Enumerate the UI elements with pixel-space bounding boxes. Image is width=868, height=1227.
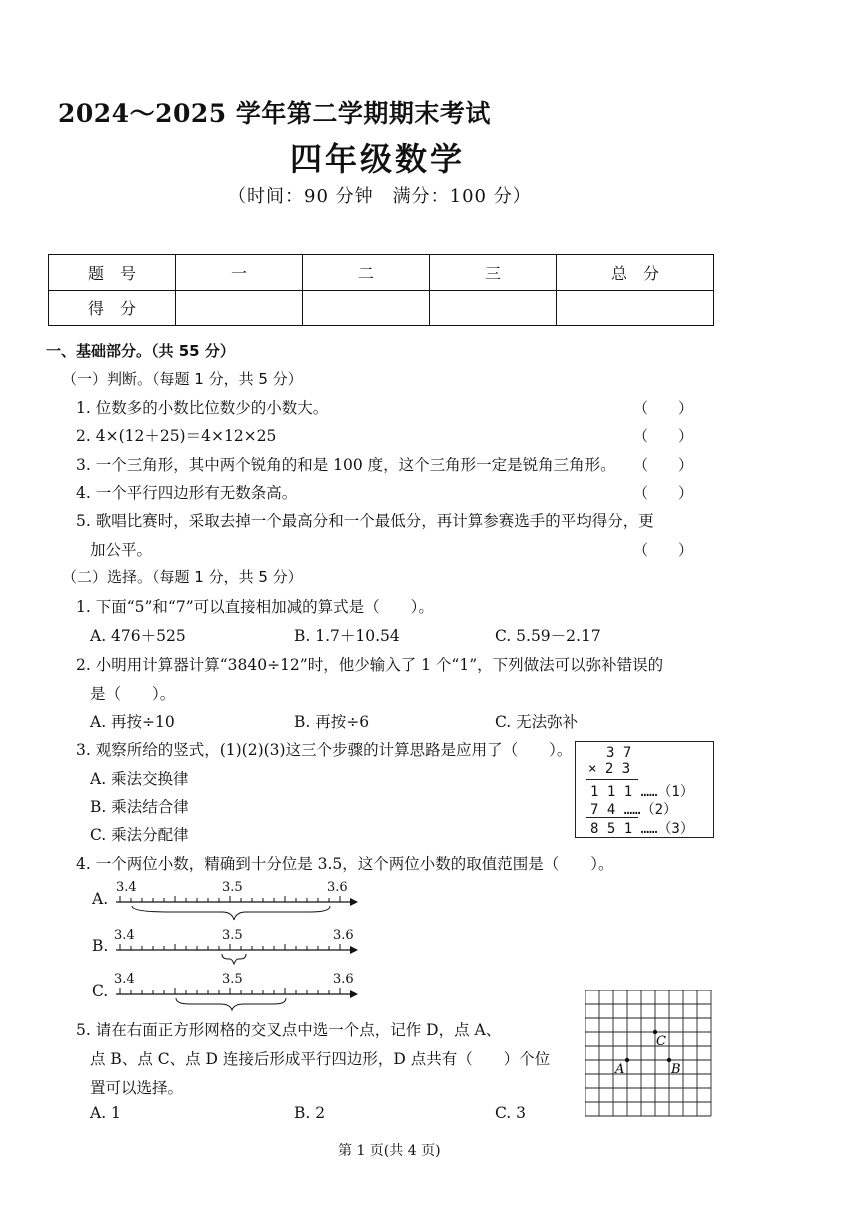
table-cell: 总 分 xyxy=(557,255,714,291)
vertical-row: 7 4 ……（2） xyxy=(590,802,678,818)
page-footer: 第 1 页(共 4 页) xyxy=(338,1143,441,1159)
tick-label: 3.4 xyxy=(116,880,137,895)
table-cell: 三 xyxy=(430,255,557,291)
vertical-row: 8 5 1 ……（3） xyxy=(590,821,694,837)
option-c[interactable]: C. 乘法分配律 xyxy=(90,826,189,844)
point-label-b: B xyxy=(671,1062,681,1077)
question-text: 4. 一个两位小数，精确到十分位是 3.5，这个两位小数的取值范围是（ ）。 xyxy=(76,855,614,873)
score-input-cell[interactable] xyxy=(303,290,430,326)
score-input-cell[interactable] xyxy=(430,290,557,326)
table-cell: 得 分 xyxy=(49,290,176,326)
option-a[interactable]: A. xyxy=(92,890,109,908)
divider xyxy=(586,779,638,780)
option-a[interactable]: A. 再按÷10 xyxy=(90,713,175,731)
point-a xyxy=(625,1058,629,1062)
table-cell: 一 xyxy=(176,255,303,291)
option-c[interactable]: C. xyxy=(92,982,109,1000)
answer-blank[interactable]: （ ） xyxy=(633,399,694,417)
question-text: 5. 请在右面正方形网格的交叉点中选一个点，记作 D，点 A、 xyxy=(76,1021,502,1039)
question-text: 2. 4×(12＋25)＝4×12×25 xyxy=(76,427,277,445)
table-cell: 二 xyxy=(303,255,430,291)
exam-info: （时间：90 分钟 满分：100 分） xyxy=(228,186,532,207)
question-text: 2. 小明用计算器计算“3840÷12”时，他少输入了 1 个“1”，下列做法可以弥补错误的 xyxy=(76,656,664,674)
question-text: 是（ ）。 xyxy=(90,685,176,703)
option-b[interactable]: B. 1.7＋10.54 xyxy=(294,627,400,645)
option-b[interactable]: B. 2 xyxy=(294,1104,326,1122)
vertical-row: × 2 3 xyxy=(588,761,631,777)
point-label-a: A xyxy=(615,1062,625,1077)
vertical-row: 3 7 xyxy=(606,745,632,761)
number-line-a xyxy=(110,894,360,926)
number-line-b xyxy=(110,942,360,974)
exam-title: 2024～2025 学年第二学期期末考试 xyxy=(58,99,491,128)
tick-label: 3.6 xyxy=(327,880,348,895)
question-text: 点 B、点 C、点 D 连接后形成平行四边形，D 点共有（ ）个位 xyxy=(90,1050,551,1068)
tick-label: 3.5 xyxy=(222,928,243,943)
question-text: 1. 下面“5”和“7”可以直接相加减的算式是（ ）。 xyxy=(76,598,434,616)
question-text: 4. 一个平行四边形有无数条高。 xyxy=(76,484,298,502)
question-text: 5. 歌唱比赛时，采取去掉一个最高分和一个最低分，再计算参赛选手的平均得分，更 xyxy=(76,512,654,530)
tick-label: 3.5 xyxy=(222,972,243,987)
option-a[interactable]: A. 乘法交换律 xyxy=(90,770,189,788)
option-c[interactable]: C. 无法弥补 xyxy=(495,713,579,731)
score-input-cell[interactable] xyxy=(176,290,303,326)
number-line-c xyxy=(110,986,360,1018)
table-cell: 题 号 xyxy=(49,255,176,291)
square-grid[interactable] xyxy=(585,990,715,1118)
score-table xyxy=(48,254,714,326)
question-text: 置可以选择。 xyxy=(90,1079,184,1097)
option-b[interactable]: B. 再按÷6 xyxy=(294,713,370,731)
answer-blank[interactable]: （ ） xyxy=(633,541,694,559)
answer-blank[interactable]: （ ） xyxy=(633,427,694,445)
option-a[interactable]: A. 1 xyxy=(90,1104,121,1122)
tick-label: 3.4 xyxy=(114,928,135,943)
answer-blank[interactable]: （ ） xyxy=(633,484,694,502)
vertical-multiplication-box xyxy=(575,741,714,838)
tick-label: 3.4 xyxy=(114,972,135,987)
part-title: （二）选择。（每题 1 分，共 5 分） xyxy=(62,568,303,586)
part-title: （一）判断。（每题 1 分，共 5 分） xyxy=(62,370,303,388)
table-row xyxy=(49,290,714,326)
tick-label: 3.6 xyxy=(333,928,354,943)
point-label-c: C xyxy=(656,1034,666,1049)
question-text: 3. 一个三角形，其中两个锐角的和是 100 度，这个三角形一定是锐角三角形。 xyxy=(76,456,616,474)
question-text: 加公平。 xyxy=(90,541,153,559)
question-text: 1. 位数多的小数比位数少的小数大。 xyxy=(76,399,329,417)
table-row xyxy=(49,255,714,291)
option-a[interactable]: A. 476＋525 xyxy=(90,627,186,645)
score-input-cell[interactable] xyxy=(557,290,714,326)
subject-title: 四年级数学 xyxy=(290,140,466,178)
option-b[interactable]: B. xyxy=(92,937,109,955)
section-title: 一、基础部分。（共 55 分） xyxy=(46,342,235,360)
option-c[interactable]: C. 3 xyxy=(495,1104,527,1122)
option-b[interactable]: B. 乘法结合律 xyxy=(90,798,189,816)
option-c[interactable]: C. 5.59－2.17 xyxy=(495,627,601,645)
tick-label: 3.5 xyxy=(222,880,243,895)
tick-label: 3.6 xyxy=(333,972,354,987)
vertical-row: 1 1 1 ……（1） xyxy=(590,784,694,800)
answer-blank[interactable]: （ ） xyxy=(633,456,694,474)
question-text: 3. 观察所给的竖式，(1)(2)(3)这三个步骤的计算思路是应用了（ ）。 xyxy=(76,741,573,759)
